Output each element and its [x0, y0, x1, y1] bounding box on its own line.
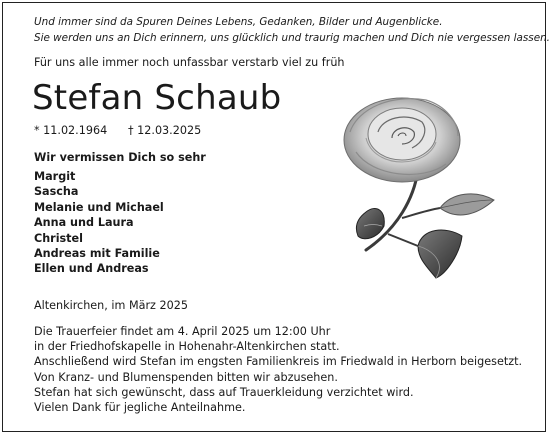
funeral-line: Die Trauerfeier findet am 4. April 2025 um 12:00 Uhr [34, 325, 331, 338]
mourner-name: Sascha [34, 185, 79, 199]
deceased-name: Stefan Schaub [32, 78, 282, 118]
funeral-line: Anschließend wird Stefan im engsten Familienkreis im Friedwald in Herborn beigesetzt. [34, 355, 523, 369]
intro-text: Für uns alle immer noch unfassbar verstarb viel zu früh [34, 56, 345, 69]
funeral-line: Vielen Dank für jegliche Anteilnahme. [34, 400, 246, 414]
mourners-list [34, 169, 164, 277]
funeral-line: in der Friedhofskapelle in Hohenahr-Altenkirchen statt. [34, 340, 340, 354]
funeral-info [34, 324, 522, 415]
mourner-name: Margit [34, 170, 76, 183]
quote-line-2: Sie werden uns an Dich erinnern, uns glücklich und traurig machen und Dich nie vergessen lassen. [34, 32, 550, 44]
birth-date: * 11.02.1964 [34, 124, 108, 137]
mourner-name: Anna und Laura [34, 216, 134, 230]
mourner-name: Andreas mit Familie [34, 246, 160, 260]
death-date: † 12.03.2025 [128, 124, 202, 137]
funeral-line: Stefan hat sich gewünscht, dass auf Trauerkleidung verzichtet wird. [34, 385, 414, 399]
place-date: Altenkirchen, im März 2025 [34, 299, 188, 312]
mourner-name: Christel [34, 231, 83, 245]
quote-line-1: Und immer sind da Spuren Deines Lebens, Gedanken, Bilder und Augenblicke. [34, 16, 443, 28]
mourner-name: Melanie und Michael [34, 200, 164, 214]
mourner-name: Ellen und Andreas [34, 262, 149, 276]
miss-heading: Wir vermissen Dich so sehr [34, 151, 206, 164]
rose-image [336, 78, 516, 288]
funeral-line: Von Kranz- und Blumenspenden bitten wir abzusehen. [34, 370, 338, 384]
